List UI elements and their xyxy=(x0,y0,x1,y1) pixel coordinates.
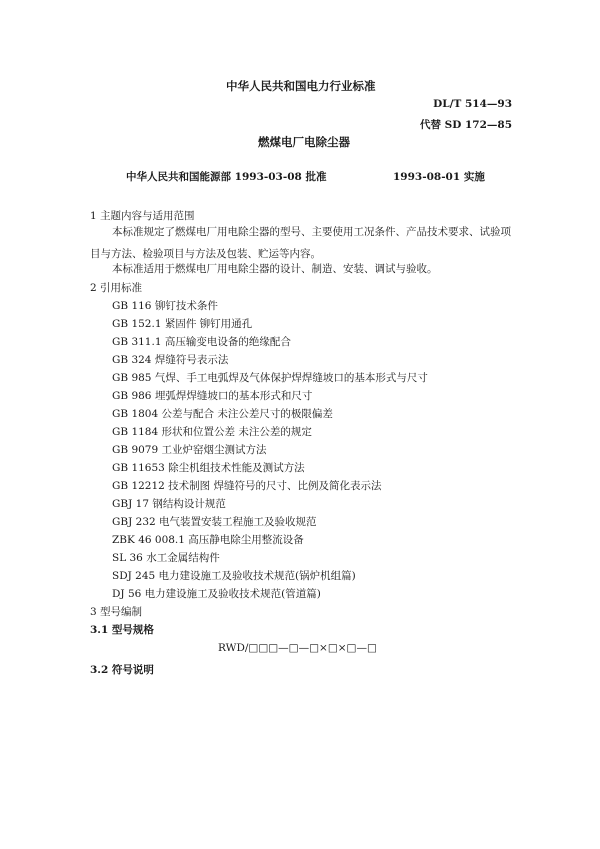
reference-item: GB 152.1 紧固件 铆钉用通孔 xyxy=(112,318,253,330)
section-1-paragraph-1: 本标准规定了燃煤电厂用电除尘器的型号、主要使用工况条件、产品技术要求、试验项目与方法、检验项目与方法及包装、贮运等内容。 xyxy=(90,226,511,260)
reference-item: GB 986 埋弧焊焊缝坡口的基本形式和尺寸 xyxy=(112,390,313,402)
reference-item: GB 324 焊缝符号表示法 xyxy=(112,354,229,366)
standard-code: DL/T 514—93 xyxy=(433,98,512,110)
replaces-code: 代替 SD 172—85 xyxy=(419,119,512,131)
reference-item: GB 12212 技术制图 焊缝符号的尺寸、比例及简化表示法 xyxy=(112,480,382,492)
reference-item: GB 1184 形状和位置公差 未注公差的规定 xyxy=(112,426,312,438)
reference-item: GB 1804 公差与配合 未注公差尺寸的极限偏差 xyxy=(112,408,333,420)
reference-item: GB 985 气焊、手工电弧焊及气体保护焊焊缝坡口的基本形式与尺寸 xyxy=(112,372,428,384)
reference-item: SDJ 245 电力建设施工及验收技术规范(锅炉机组篇) xyxy=(112,570,356,582)
section-1-paragraph-2: 本标准适用于燃煤电厂用电除尘器的设计、制造、安装、调试与验收。 xyxy=(112,263,438,275)
reference-item: GB 11653 除尘机组技术性能及测试方法 xyxy=(112,462,305,474)
model-code: RWD/□□□—□—□×□×□—□ xyxy=(218,642,377,654)
section-2-heading: 2 引用标准 xyxy=(90,282,143,294)
reference-item: GBJ 17 钢结构设计规范 xyxy=(112,498,226,510)
reference-item: GB 116 铆钉技术条件 xyxy=(112,300,218,312)
section-3-2-heading: 3.2 符号说明 xyxy=(90,664,154,676)
reference-item: SL 36 水工金属结构件 xyxy=(112,552,220,564)
section-3-1-heading: 3.1 型号规格 xyxy=(90,624,154,636)
document-title: 燃煤电厂电除尘器 xyxy=(258,135,350,149)
reference-item: GB 311.1 高压输变电设备的绝缘配合 xyxy=(112,336,291,348)
approval-line: 中华人民共和国能源部 1993-03-08 批准 xyxy=(126,171,327,183)
section-1-heading: 1 主题内容与适用范围 xyxy=(90,210,195,222)
reference-item: DJ 56 电力建设施工及验收技术规范(管道篇) xyxy=(112,588,321,600)
effective-date: 1993-08-01 实施 xyxy=(393,171,485,183)
section-3-heading: 3 型号编制 xyxy=(90,606,143,618)
reference-item: GBJ 232 电气装置安装工程施工及验收规范 xyxy=(112,516,317,528)
reference-item: GB 9079 工业炉窑烟尘测试方法 xyxy=(112,444,267,456)
reference-item: ZBK 46 008.1 高压静电除尘用整流设备 xyxy=(112,534,304,546)
industry-standard-heading: 中华人民共和国电力行业标准 xyxy=(226,79,376,93)
